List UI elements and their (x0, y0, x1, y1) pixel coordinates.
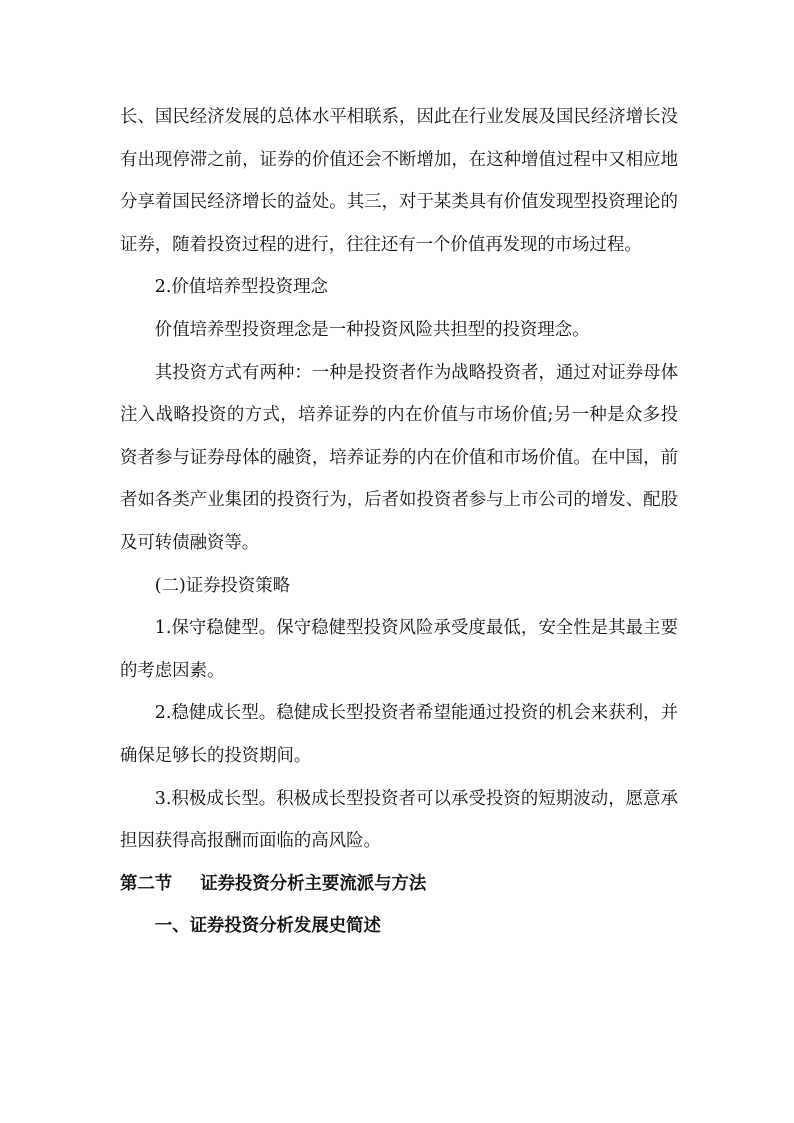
paragraph-conservative: 1.保守稳健型。保守稳健型投资风险承受度最低，安全性是其最主要的考虑因素。 (120, 618, 678, 681)
paragraph-aggressive-growth-text: 3.积极成长型。积极成长型投资者可以承受投资的短期波动，愿意承担因获得高报酬而面临的高风险。 (120, 788, 678, 852)
paragraph-continued: 长、国民经济发展的总体水平相联系，因此在行业发展及国民经济增长没有出现停滞之前，证券的价值还会不断增加，在这种增值过程中又相应地分享着国民经济增长的益处。其三，对于某类具有价值发现型投资理论的证券，随着投资过程的进行，往往还有一个价值再发现的市场过程。 (120, 107, 678, 255)
section-label: 第二节 (120, 873, 173, 894)
item-heading-value-cultivation: 2.价值培养型投资理念 (154, 277, 328, 298)
subsection-title: 一、证券投资分析发展史简述 (154, 916, 381, 937)
paragraph-steady-growth: 2.稳健成长型。稳健成长型投资者希望能通过投资的机会来获利，并确保足够长的投资期间。 (120, 703, 678, 766)
paragraph-value-cultivation-definition: 价值培养型投资理念是一种投资风险共担型的投资理念。 (154, 319, 590, 340)
subheading-investment-strategy: (二)证券投资策略 (154, 575, 291, 596)
page-content (120, 96, 678, 948)
section-title-text: 证券投资分析主要流派与方法 (200, 873, 427, 894)
watermark-text (372, 831, 615, 851)
section-title (120, 863, 678, 906)
paragraph-investment-methods: 其投资方式有两种：一种是投资者作为战略投资者，通过对证券母体注入战略投资的方式，培养证券的内在价值与市场价值;另一种是众多投资者参与证券母体的融资，培养证券的内在价值和市场价值。在中国，前者如各类产业集团的投资行为，后者如投资者参与上市公司的增发、配股及可转债融资等。 (120, 362, 678, 553)
paragraph-aggressive-growth (120, 778, 678, 863)
